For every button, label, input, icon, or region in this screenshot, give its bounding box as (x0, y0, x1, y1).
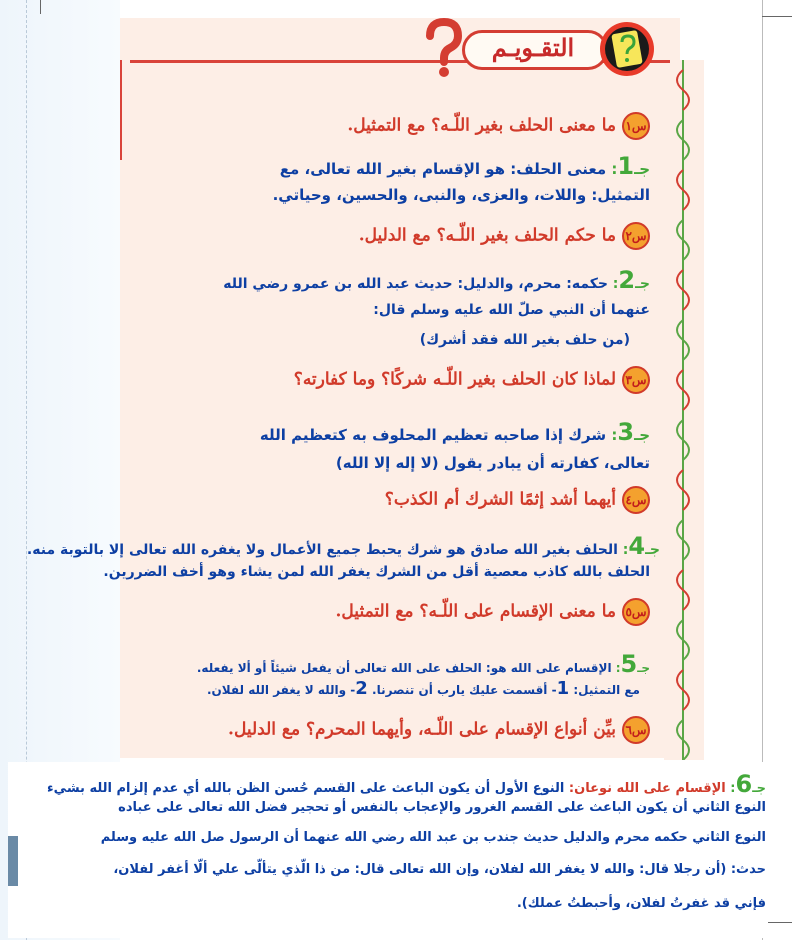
question-badge: س٦ (622, 716, 650, 744)
question-text: ما حكم الحلف بغير اللّـه؟ مع الدليل. (358, 225, 616, 246)
example-number: 2 (355, 678, 368, 699)
answer-prefix: جـ (634, 426, 650, 444)
question-4 (340, 486, 650, 514)
crop-mark (40, 0, 41, 14)
answer-5-line-1: جـ5: الإقسام على الله هو: الحلف على الله تعالى أن يفعل شيئاً أو ألا يفعله. (196, 650, 650, 678)
answer-text: معنى الحلف: هو الإقسام بغير الله تعالى، مع (279, 160, 607, 178)
example-text: - والله لا يغفر الله لفلان. (207, 683, 356, 697)
vine-border-icon (668, 60, 698, 760)
answer-1-line-2: التمثيل: واللات، والعزى، والنبى، والحسين، وحياتي. (272, 186, 650, 204)
example-label: مع التمثيل: (573, 683, 640, 697)
question-6 (220, 716, 650, 744)
answer-prefix: جـ (637, 661, 650, 675)
answer-text: الإقسام على الله هو: الحلف على الله تعالى أن يفعل شيئاً أو ألا يفعله. (196, 661, 612, 675)
question-text: أيهما أشد إثمًا الشرك أم الكذب؟ (384, 489, 616, 510)
answer-number: 2 (618, 266, 636, 294)
answer-2-line-3: (من حلف بغير الله فقد أشرك) (419, 332, 630, 348)
question-badge: س٢ (622, 222, 650, 250)
answer-6-line-4: حدث: (أن رجلا قال: والله لا يغفر الله لفلان، وإن الله تعالى قال: من ذا الّذي يتألّى علي ألّا أغفر لفلان، (113, 862, 766, 877)
answer-1-line-1: جـ1: معنى الحلف: هو الإقسام بغير الله تعالى، مع (279, 152, 650, 180)
crop-mark (762, 16, 792, 17)
answer-6-line-1: جـ6: الإقسام على الله نوعان: النوع الأول أن يكون الباعث على القسم حُسن الظن بالله أي عدم إلزام الله بشيء (47, 770, 766, 798)
answer-prefix: جـ (634, 160, 650, 178)
question-badge: س٥ (622, 598, 650, 626)
question-badge: س٤ (622, 486, 650, 514)
question-text: ما معنى الإقسام على اللّـه؟ مع التمثيل. (335, 601, 616, 622)
question-text: ما معنى الحلف بغير اللّـه؟ مع التمثيل. (347, 115, 616, 136)
answer-6-line-3: النوع الثاني حكمه محرم والدليل حديث جندب بن عبد الله رضي الله عنهما أن الرسول صل الله عليه وسلم (100, 830, 766, 845)
answer-2-line-1: جـ2: حكمه: محرم، والدليل: حديث عبد الله بن عمرو رضي الله (223, 266, 650, 294)
question-3 (280, 366, 650, 394)
answer-3-line-1: جـ3: شرك إذا صاحبه تعظيم المحلوف به كتعظيم الله (259, 418, 650, 446)
question-text: بيِّن أنواع الإقسام على اللّـه، وأيهما المحرم؟ مع الدليل. (228, 719, 616, 740)
answer-head: الإقسام على الله نوعان: (568, 781, 726, 796)
question-5 (320, 598, 650, 626)
example-text: - أقسمت عليك يارب أن تنصرنا. (372, 683, 557, 697)
answer-text: حكمه: محرم، والدليل: حديث عبد الله بن عمرو رضي الله (223, 276, 608, 292)
answer-prefix: جـ (645, 542, 660, 558)
answer-number: 3 (617, 418, 635, 446)
note-icon (598, 20, 656, 78)
answer-number: 1 (617, 152, 635, 180)
question-text: لماذا كان الحلف بغير اللّـه شركًا؟ وما كفارته؟ (293, 369, 616, 390)
question-badge: س١ (622, 112, 650, 140)
answer-6-line-5: فإني قد غفرتُ لفلان، وأحبطتُ عملك). (516, 896, 766, 911)
answer-5-line-2 (200, 678, 640, 699)
page-title: التقـويـم (491, 33, 575, 62)
question-1 (300, 112, 650, 140)
answer-text: شرك إذا صاحبه تعظيم المحلوف به كتعظيم الله (259, 426, 607, 444)
answer-6-line-2: النوع الثاني أن يكون الباعث على القسم الغرور والإعجاب بالنفس أو تحجير فضل الله تعالى على عباده (118, 800, 766, 815)
side-rule (120, 60, 122, 160)
answer-2-line-2: عنهما أن النبي صلّ الله عليه وسلم قال: (373, 302, 650, 318)
answer-prefix: جـ (635, 276, 650, 292)
question-2 (300, 222, 650, 250)
answer-number: 5 (620, 650, 638, 678)
answer-prefix: جـ (752, 781, 766, 796)
answer-3-line-2: تعالى، كفارته أن يبادر بقول (لا إله إلا الله) (335, 454, 650, 472)
answer-number: 4 (628, 532, 646, 560)
question-mark-icon (422, 18, 462, 78)
question-badge: س٣ (622, 366, 650, 394)
example-number: 1 (556, 678, 570, 699)
answer-number: 6 (735, 770, 753, 798)
answer-4-line-2: الحلف بالله كاذب معصية أقل من الشرك يغفر الله لمن يشاء وهو أخف الضررين. (103, 564, 650, 580)
answer-4-line-1: جـ4: الحلف بغير الله صادق هو شرك يحبط جميع الأعمال ولا يغفره الله تعالى إلا بالتوبة منه. (26, 532, 660, 560)
answer-text: النوع الأول أن يكون الباعث على القسم حُسن الظن بالله أي عدم إلزام الله بشيء (47, 781, 565, 796)
answer-text: الحلف بغير الله صادق هو شرك يحبط جميع الأعمال ولا يغفره الله تعالى إلا بالتوبة منه. (26, 542, 618, 558)
